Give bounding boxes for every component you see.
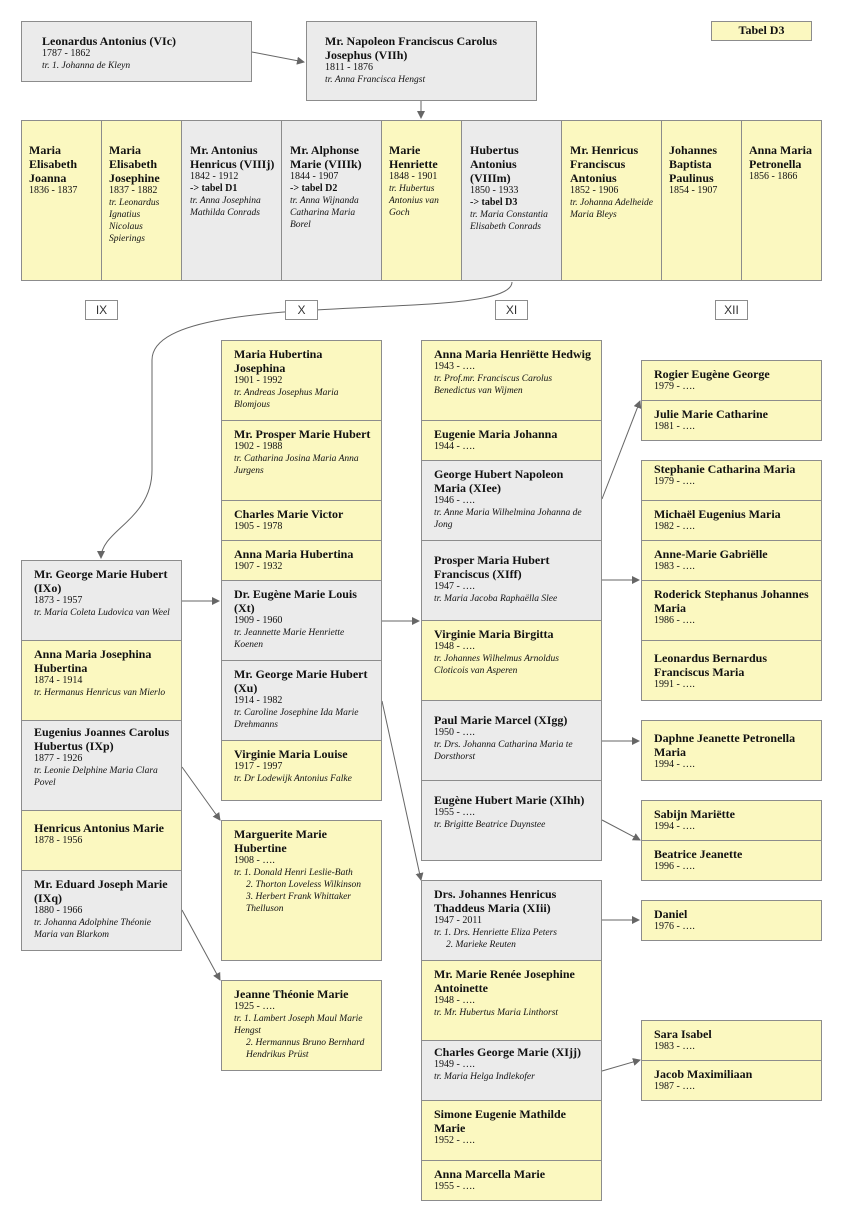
col11-person-7 (421, 780, 602, 861)
person-dates: 1901 - 1992 (234, 375, 283, 386)
person-name: Virginie Maria Birgitta (434, 627, 554, 641)
person-spouse: tr. Johanna Adolphine Théonie Maria van Blarkom (34, 918, 151, 940)
person-dates: 1836 - 1837 (29, 185, 78, 196)
person-name: Beatrice Jeanette (654, 847, 743, 861)
person-name: Sara Isabel (654, 1027, 712, 1041)
col11-person-6 (421, 700, 602, 781)
person-dates: 1979 - …. (654, 476, 695, 487)
gen-label-xi: XI (495, 300, 528, 320)
person-dates: 1878 - 1956 (34, 835, 83, 846)
person-dates: 1943 - …. (434, 361, 475, 372)
person-spouse-2: 2. Hermannus Bruno Bernhard Hendrikus Prüst (246, 1038, 365, 1060)
col11-person-4 (421, 540, 602, 621)
person-name: Simone Eugenie Mathilde Marie (434, 1107, 567, 1135)
person-name: Leonardus Bernardus Franciscus Maria (654, 651, 768, 679)
person-dates: 1979 - …. (654, 381, 695, 392)
person-dates: 1983 - …. (654, 561, 695, 572)
person-name: Jacob Maximiliaan (654, 1067, 753, 1081)
person-spouse: tr. Catharina Josina Maria Anna Jurgens (234, 454, 359, 476)
person-spouse: tr. Johannes Wilhelmus Arnoldus Cloticois van Asperen (434, 654, 559, 676)
person-dates: 1976 - …. (654, 921, 695, 932)
person-dates: 1909 - 1960 (234, 615, 283, 626)
col12-person-2 (641, 400, 822, 441)
person-dates: 1987 - …. (654, 1081, 695, 1092)
person-spouse: tr. Maria Helga Indlekofer (434, 1072, 535, 1082)
person-dates: 1948 - …. (434, 641, 475, 652)
person-name: Mr. Napoleon Franciscus Carolus Josephus (VIIh) (325, 34, 498, 62)
person-spouse: tr. Leonardus Ignatius Nicolaus Spierings (109, 198, 160, 244)
col10-jeanne (221, 980, 382, 1071)
person-dates: 1947 - 2011 (434, 915, 482, 926)
person-spouse: tr. 1. Donald Henri Leslie-Bath (234, 868, 353, 878)
person-spouse-2: 2. Marieke Reuten (446, 940, 516, 950)
col12-person-3 (641, 460, 822, 501)
person-name: Eugène Hubert Marie (XIhh) (434, 793, 585, 807)
person-name: Maria Elisabeth Joanna (29, 143, 78, 185)
person-dates: 1982 - …. (654, 521, 695, 532)
person-spouse: tr. 1. Lambert Joseph Maul Marie Hengst (234, 1014, 363, 1036)
person-name: Marie Henriette (389, 143, 438, 171)
col10-marguerite (221, 820, 382, 961)
col11b-person-2 (421, 960, 602, 1041)
person-spouse: tr. Andreas Josephus Maria Blomjous (234, 388, 339, 410)
gen8-person-9 (741, 120, 822, 281)
person-name: Leonardus Antonius (VIc) (42, 34, 177, 48)
col9-person-1 (21, 560, 182, 641)
col12-person-13 (641, 1060, 822, 1101)
person-spouse: tr. Maria Jacoba Raphaëlla Slee (434, 594, 558, 604)
person-dates: 1917 - 1997 (234, 761, 283, 772)
col12-person-12 (641, 1020, 822, 1061)
person-name: Michaël Eugenius Maria (654, 507, 781, 521)
line-vic-to-viih (252, 52, 304, 62)
line-xiee-to-xii (602, 401, 640, 499)
person-spouse: tr. Prof.mr. Franciscus Carolus Benedictus van Wijmen (434, 374, 553, 396)
person-dates: 1944 - …. (434, 441, 475, 452)
col10-person-3 (221, 500, 382, 541)
person-spouse: tr. Leonie Delphine Maria Clara Povel (34, 766, 158, 788)
person-spouse: tr. Brigitte Beatrice Duynstee (434, 820, 546, 830)
person-spouse: tr. Drs. Johanna Catharina Maria te Dorsthorst (434, 740, 573, 762)
person-spouse-2: 2. Thorton Loveless Wilkinson (246, 880, 362, 890)
col10-person-7 (221, 740, 382, 801)
person-spouse: tr. Caroline Josephine Ida Marie Drehmanns (234, 708, 359, 730)
person-name: Maria Elisabeth Josephine (109, 143, 160, 185)
col10-person-1 (221, 340, 382, 421)
person-dates: 1914 - 1982 (234, 695, 283, 706)
col12-person-5 (641, 540, 822, 581)
person-name: Hubertus Antonius (VIIIm) (470, 143, 519, 185)
person-spouse: tr. 1. Drs. Henriette Eliza Peters (434, 928, 557, 938)
person-name: Mr. George Marie Hubert (Xu) (234, 667, 368, 695)
col10-person-6 (221, 660, 382, 741)
person-dates: 1854 - 1907 (669, 185, 718, 196)
gen8-person-2 (101, 120, 182, 281)
gen8-person-8 (661, 120, 742, 281)
tabel-label: Tabel D3 (711, 21, 812, 41)
person-name: Dr. Eugène Marie Louis (Xt) (234, 587, 357, 615)
table-reference[interactable]: -> tabel D3 (470, 197, 518, 208)
gen8-person-1 (21, 120, 102, 281)
person-dates: 1981 - …. (654, 421, 695, 432)
person-dates: 1907 - 1932 (234, 561, 283, 572)
person-spouse: tr. Jeannette Marie Henriette Koenen (234, 628, 345, 650)
person-name: Stephanie Catharina Maria (654, 462, 796, 476)
col10-person-2 (221, 420, 382, 501)
col12-person-8 (641, 720, 822, 781)
person-dates: 1856 - 1866 (749, 171, 798, 182)
person-name: Rogier Eugène George (654, 367, 770, 381)
col12-person-4 (641, 500, 822, 541)
person-dates: 1852 - 1906 (570, 185, 619, 196)
col11b-person-5 (421, 1160, 602, 1201)
person-dates: 1842 - 1912 (190, 171, 239, 182)
person-dates: 1996 - …. (654, 861, 695, 872)
person-name: Johannes Baptista Paulinus (669, 143, 718, 185)
person-dates: 1955 - …. (434, 1181, 475, 1192)
table-reference[interactable]: -> tabel D2 (290, 183, 338, 194)
person-name: Jeanne Théonie Marie (234, 987, 349, 1001)
person-napoleon-franciscus (306, 21, 537, 101)
person-spouse: tr. 1. Johanna de Kleyn (42, 61, 131, 71)
gen-label-xii: XII (715, 300, 748, 320)
person-name: Mr. Alphonse Marie (VIIIk) (290, 143, 362, 171)
person-name: Julie Marie Catharine (654, 407, 768, 421)
person-spouse: tr. Anna Josephina Mathilda Conrads (190, 196, 261, 218)
line-ixq-to-x (182, 910, 220, 980)
person-dates: 1994 - …. (654, 759, 695, 770)
person-dates: 1952 - …. (434, 1135, 475, 1146)
person-name: Daphne Jeanette Petronella Maria (654, 731, 796, 759)
person-leonardus-antonius (21, 21, 252, 82)
person-dates: 1994 - …. (654, 821, 695, 832)
person-dates: 1811 - 1876 (325, 62, 373, 73)
person-name: Sabijn Mariëtte (654, 807, 735, 821)
person-dates: 1955 - …. (434, 807, 475, 818)
col11-person-5 (421, 620, 602, 701)
gen-label-x: X (285, 300, 318, 320)
line-xijj-to-xii (602, 1060, 640, 1071)
person-dates: 1880 - 1966 (34, 905, 83, 916)
col11-person-3 (421, 460, 602, 541)
col9-person-3 (21, 720, 182, 811)
person-name: Anna Maria Petronella (749, 143, 812, 171)
col10-person-5 (221, 580, 382, 661)
person-name: Mr. Henricus Franciscus Antonius (570, 143, 639, 185)
col12-person-7 (641, 640, 822, 701)
person-name: Eugenius Joannes Carolus Hubertus (IXp) (34, 725, 170, 753)
line-ixp-to-x (182, 767, 220, 820)
person-name: Marguerite Marie Hubertine (234, 827, 327, 855)
person-name: Drs. Johannes Henricus Thaddeus Maria (XIii) (434, 887, 557, 915)
col11-person-2 (421, 420, 602, 461)
person-dates: 1946 - …. (434, 495, 475, 506)
person-spouse: tr. Anna Wijnanda Catharina Maria Borel (290, 196, 359, 230)
col9-person-2 (21, 640, 182, 721)
col12-person-10 (641, 840, 822, 881)
person-spouse: tr. Hubertus Antonius van Goch (389, 184, 439, 218)
col12-person-9 (641, 800, 822, 841)
line-xihh-to-xii (602, 820, 640, 840)
gen8-person-4 (281, 120, 382, 281)
col11b-person-4 (421, 1100, 602, 1161)
person-dates: 1837 - 1882 (109, 185, 158, 196)
table-reference[interactable]: -> tabel D1 (190, 183, 238, 194)
col9-person-5 (21, 870, 182, 951)
gen8-person-3 (181, 120, 282, 281)
gen-label-ix: IX (85, 300, 118, 320)
person-name: Charles Marie Victor (234, 507, 344, 521)
person-dates: 1877 - 1926 (34, 753, 83, 764)
person-name: Maria Hubertina Josephina (234, 347, 323, 375)
person-spouse: tr. Hermanus Henricus van Mierlo (34, 688, 166, 698)
person-dates: 1874 - 1914 (34, 675, 83, 686)
person-dates: 1949 - …. (434, 1059, 475, 1070)
person-name: Virginie Maria Louise (234, 747, 348, 761)
col9-person-4 (21, 810, 182, 871)
person-name: Henricus Antonius Marie (34, 821, 165, 835)
person-name: Anne-Marie Gabriëlle (654, 547, 768, 561)
person-dates: 1787 - 1862 (42, 48, 91, 59)
person-name: George Hubert Napoleon Maria (XIee) (434, 467, 564, 495)
person-spouse: tr. Johanna Adelheide Maria Bleys (570, 198, 653, 220)
person-name: Prosper Maria Hubert Franciscus (XIff) (434, 553, 550, 581)
person-dates: 1925 - …. (234, 1001, 275, 1012)
person-dates: 1948 - …. (434, 995, 475, 1006)
col12-person-6 (641, 580, 822, 641)
person-name: Mr. Prosper Marie Hubert (234, 427, 371, 441)
person-dates: 1986 - …. (654, 615, 695, 626)
gen8-person-5 (381, 120, 462, 281)
person-dates: 1844 - 1907 (290, 171, 339, 182)
person-name: Roderick Stephanus Johannes Maria (654, 587, 809, 615)
person-name: Mr. George Marie Hubert (IXo) (34, 567, 168, 595)
person-name: Charles George Marie (XIjj) (434, 1045, 581, 1059)
person-dates: 1848 - 1901 (389, 171, 438, 182)
line-xu-to-xi (382, 701, 421, 880)
person-name: Anna Maria Hubertina (234, 547, 354, 561)
person-name: Mr. Antonius Henricus (VIIIj) (190, 143, 275, 171)
person-dates: 1983 - …. (654, 1041, 695, 1052)
person-name: Mr. Marie Renée Josephine Antoinette (434, 967, 575, 995)
person-spouse: tr. Anne Maria Wilhelmina Johanna de Jong (434, 508, 582, 530)
col11b-person-3 (421, 1040, 602, 1101)
person-spouse: tr. Anna Francisca Hengst (325, 75, 426, 85)
col11-person-1 (421, 340, 602, 421)
person-spouse: tr. Maria Constantia Elisabeth Conrads (470, 210, 548, 232)
person-name: Anna Marcella Marie (434, 1167, 546, 1181)
person-dates: 1873 - 1957 (34, 595, 83, 606)
person-name: Anna Maria Henriëtte Hedwig (434, 347, 591, 361)
person-name: Anna Maria Josephina Hubertina (34, 647, 152, 675)
col11b-person-1 (421, 880, 602, 961)
person-dates: 1947 - …. (434, 581, 475, 592)
person-name: Eugenie Maria Johanna (434, 427, 558, 441)
col12-person-11 (641, 900, 822, 941)
col10-person-4 (221, 540, 382, 581)
person-dates: 1908 - …. (234, 855, 275, 866)
person-dates: 1991 - …. (654, 679, 695, 690)
person-name: Mr. Eduard Joseph Marie (IXq) (34, 877, 168, 905)
person-dates: 1902 - 1988 (234, 441, 283, 452)
gen8-person-7 (561, 120, 662, 281)
person-dates: 1905 - 1978 (234, 521, 283, 532)
person-spouse: tr. Maria Coleta Ludovica van Weel (34, 608, 170, 618)
person-name: Paul Marie Marcel (XIgg) (434, 713, 568, 727)
col12-person-1 (641, 360, 822, 401)
person-name: Daniel (654, 907, 688, 921)
gen8-person-6 (461, 120, 562, 281)
person-dates: 1950 - …. (434, 727, 475, 738)
person-dates: 1850 - 1933 (470, 185, 519, 196)
person-spouse-3: 3. Herbert Frank Whittaker Thelluson (246, 892, 352, 914)
person-spouse: tr. Mr. Hubertus Maria Linthorst (434, 1008, 559, 1018)
person-spouse: tr. Dr Lodewijk Antonius Falke (234, 774, 352, 784)
